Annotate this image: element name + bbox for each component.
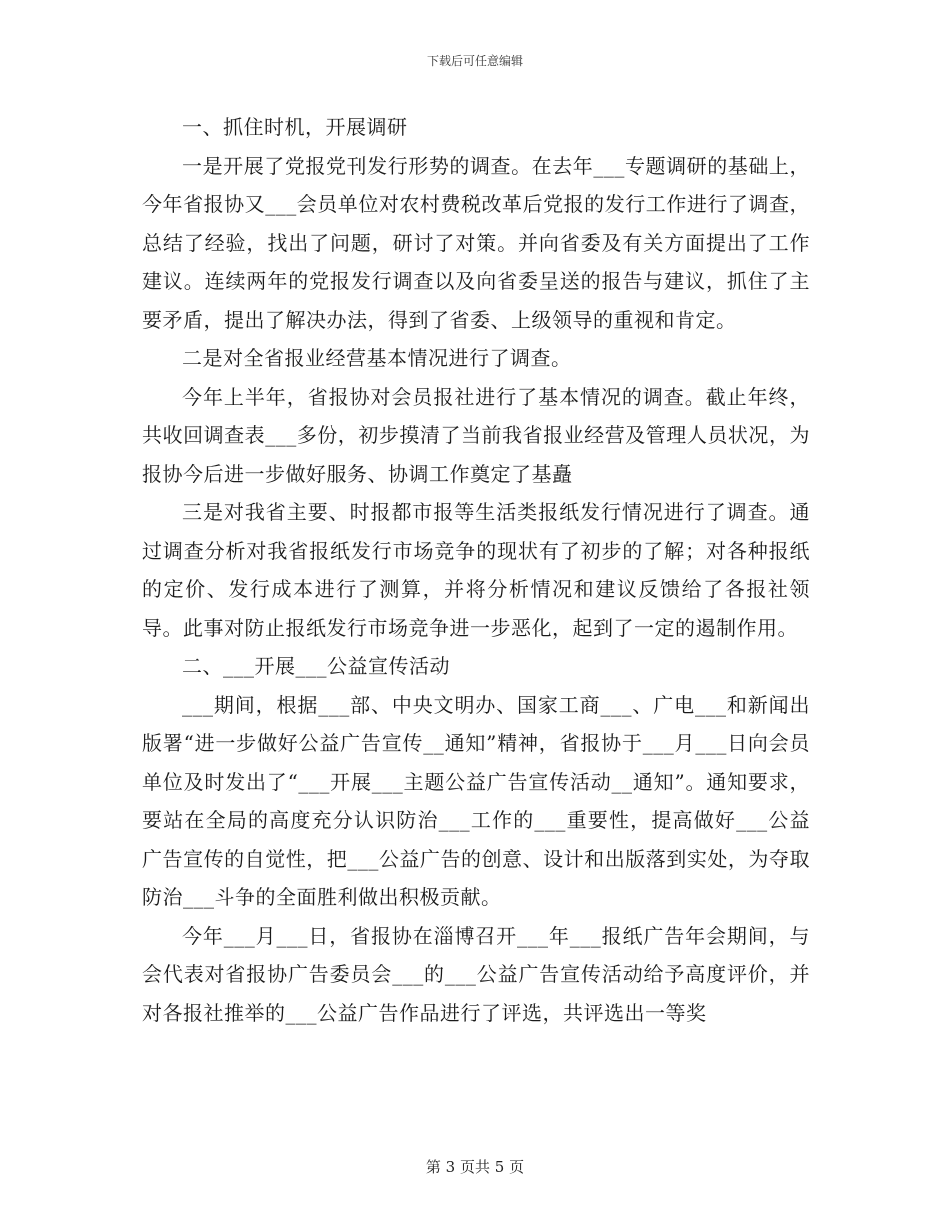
section-heading-2: 二、___开展___公益宣传活动 (182, 654, 450, 678)
paragraph: 三是对我省主要、时报都市报等生活类报纸发行情况进行了调查。通过调查分析对我省报纸发行市场竞争的现状有了初步的了解；对各种报纸的定价、发行成本进行了测算，并将分析情况和建议反馈给了各报社领导。此事对防止报纸发行市场竞争进一步恶化，起到了一定的遏制作用。 (142, 500, 810, 640)
paragraph: ___期间，根据___部、中央文明办、国家工商___、广电___和新闻出版署“进一步做好公益广告宣传__通知”精神，省报协于___月___日向会员单位及时发出了“___开展___主题公益广告宣传活动__通知”。通知要求，要站在全局的高度充分认识防治___工作的___重要性，提高做好___公益广告宣传的自觉性，把___公益广告的创意、设计和出版落到实处，为夺取防治___斗争的全面胜利做出积极贡献。 (142, 692, 810, 909)
paragraph: 一是开展了党报党刊发行形势的调查。在去年___专题调研的基础上，今年省报协又___会员单位对农村费税改革后党报的发行工作进行了调查，总结了经验，找出了问题，研讨了对策。并向省委及有关方面提出了工作建议。连续两年的党报发行调查以及向省委呈送的报告与建议，抓住了主要矛盾，提出了解决办法，得到了省委、上级领导的重视和肯定。 (142, 153, 810, 332)
section-heading-1: 一、抓住时机，开展调研 (182, 115, 408, 139)
page-number: 第 3 页共 5 页 (425, 1158, 525, 1176)
paragraph: 今年___月___日，省报协在淄博召开___年___报纸广告年会期间，与会代表对省报协广告委员会___的___公益广告宣传活动给予高度评价，并对各报社推举的___公益广告作品进行了评选，共评选出一等奖 (142, 923, 810, 1025)
paragraph: 二是对全省报业经营基本情况进行了调查。 (182, 346, 572, 370)
paragraph: 今年上半年，省报协对会员报社进行了基本情况的调查。截止年终，共收回调查表___多份，初步摸清了当前我省报业经营及管理人员状况，为报协今后进一步做好服务、协调工作奠定了基矗 (142, 384, 810, 486)
document-body (142, 108, 810, 1032)
page-header: 下载后可任意编辑 (426, 54, 523, 68)
